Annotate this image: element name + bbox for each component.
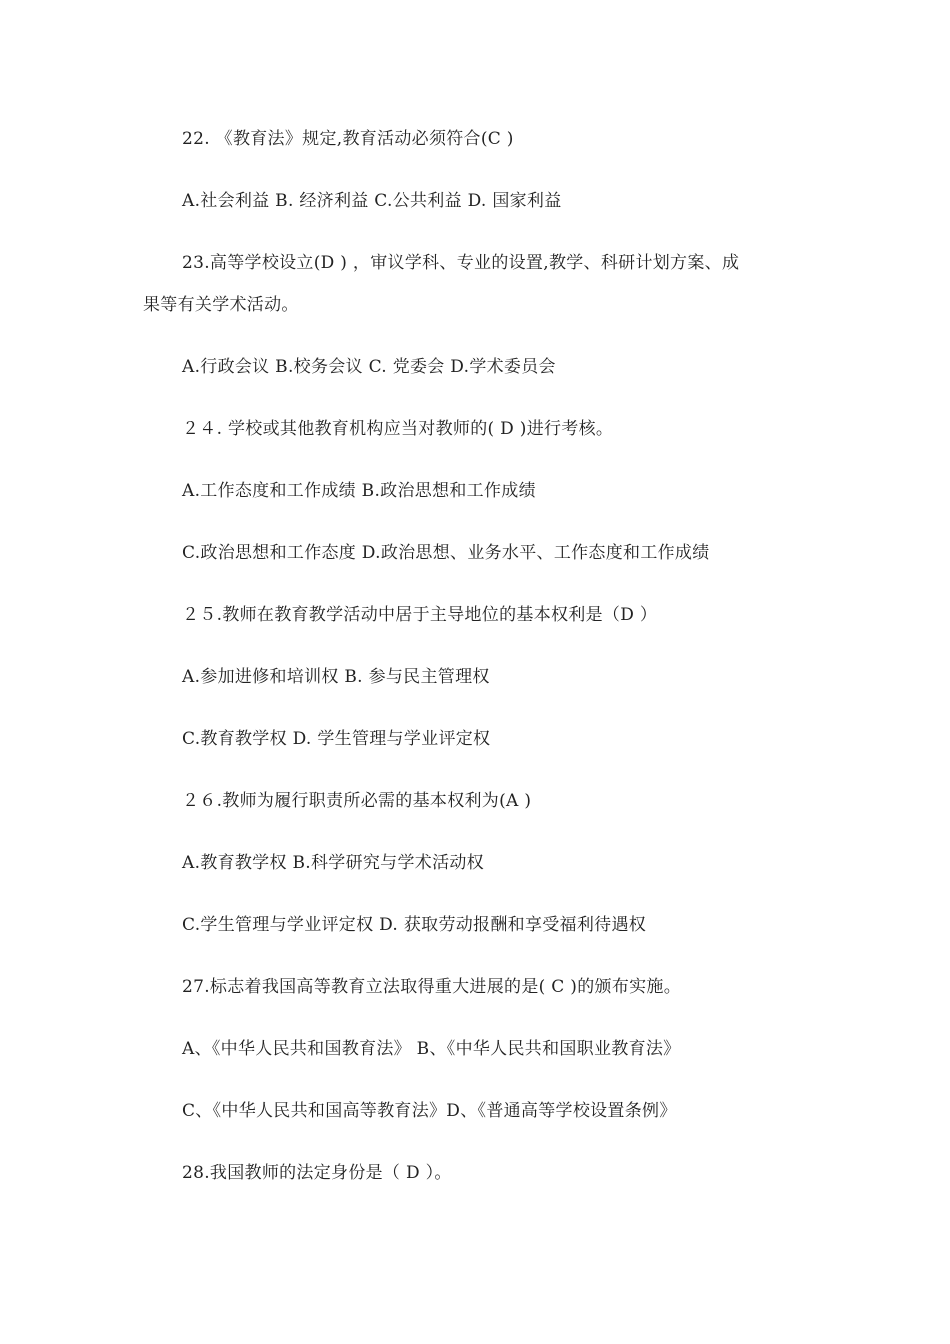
question-27: 27.标志着我国高等教育立法取得重大进展的是( C )的颁布实施。 bbox=[182, 977, 682, 997]
question-26-options-ab: A.教育教学权 B.科学研究与学术活动权 bbox=[182, 853, 484, 873]
question-23-continuation: 果等有关学术活动。 bbox=[143, 295, 299, 315]
question-24-options-cd: C.政治思想和工作态度 D.政治思想、业务水平、工作态度和工作成绩 bbox=[182, 543, 710, 563]
question-23: 23.高等学校设立(D ) ，审议学科、专业的设置,教学、科研计划方案、成 bbox=[182, 253, 740, 273]
question-28: 28.我国教师的法定身份是（ D ）。 bbox=[182, 1163, 452, 1183]
question-25: ２５.教师在教育教学活动中居于主导地位的基本权利是（D ） bbox=[182, 605, 658, 625]
question-24: ２４. 学校或其他教育机构应当对教师的( D )进行考核。 bbox=[182, 419, 614, 439]
question-24-options-ab: A.工作态度和工作成绩 B.政治思想和工作成绩 bbox=[182, 481, 536, 501]
question-22-options: A.社会利益 B. 经济利益 C.公共利益 D. 国家利益 bbox=[182, 191, 562, 211]
question-23-options: A.行政会议 B.校务会议 C. 党委会 D.学术委员会 bbox=[182, 357, 556, 377]
question-26: ２６.教师为履行职责所必需的基本权利为(A ) bbox=[182, 791, 532, 811]
question-25-options-cd: C.教育教学权 D. 学生管理与学业评定权 bbox=[182, 729, 491, 749]
question-27-options-ab: A、《中华人民共和国教育法》 B、《中华人民共和国职业教育法》 bbox=[182, 1039, 681, 1059]
question-22: 22. 《教育法》规定,教育活动必须符合(C ) bbox=[182, 129, 514, 149]
question-27-options-cd: C、《中华人民共和国高等教育法》D、《普通高等学校设置条例》 bbox=[182, 1101, 677, 1121]
question-26-options-cd: C.学生管理与学业评定权 D. 获取劳动报酬和享受福利待遇权 bbox=[182, 915, 647, 935]
question-25-options-ab: A.参加进修和培训权 B. 参与民主管理权 bbox=[182, 667, 490, 687]
